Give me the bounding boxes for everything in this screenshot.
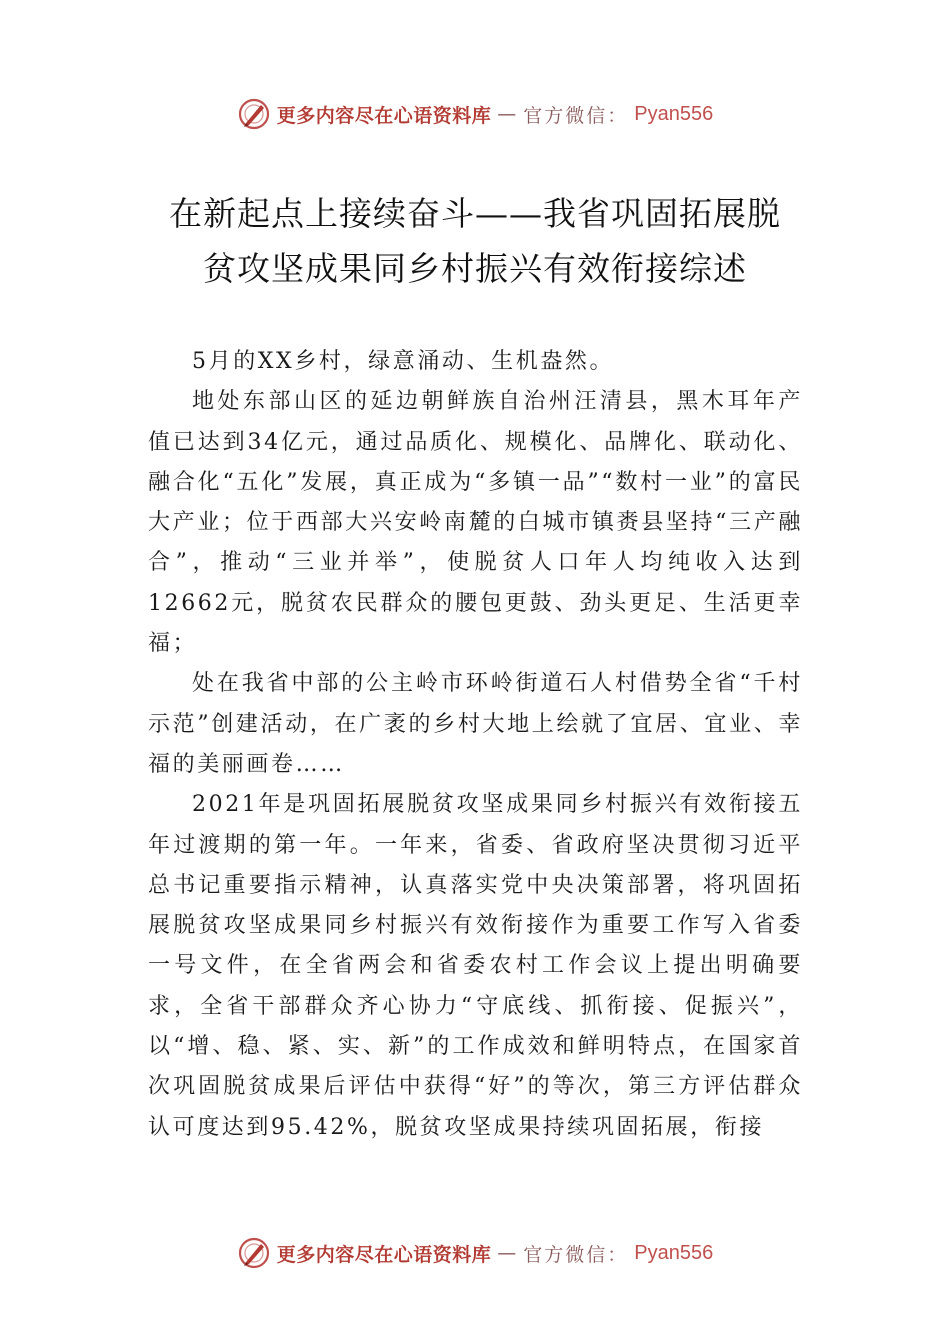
document-title xyxy=(100,186,850,296)
banner-wechat-label: 官方微信： xyxy=(523,104,629,127)
banner-wechat-id: Pyan556 xyxy=(634,1241,714,1264)
title-line-2: 贫攻坚成果同乡村振兴有效衔接综述 xyxy=(203,249,747,288)
pen-logo-icon xyxy=(237,1236,271,1270)
title-line-1: 在新起点上接续奋斗——我省巩固拓展脱 xyxy=(169,194,781,233)
paragraph-3: 处在我省中部的公主岭市环岭街道石人村借势全省“千村示范”创建活动，在广袤的乡村大地上绘就了宜居、宜业、幸福的美丽画卷…… xyxy=(148,671,803,777)
banner-site-name: 更多内容尽在心语资料库 xyxy=(276,1243,492,1266)
footer-banner xyxy=(0,1233,950,1273)
paragraph-4: 2021年是巩固拓展脱贫攻坚成果同乡村振兴有效衔接五年过渡期的第一年。一年来，省委、省政府坚决贯彻习近平总书记重要指示精神，认真落实党中央决策部署，将巩固拓展脱贫攻坚成果同乡村振兴有效衔接作为重要工作写入省委一号文件，在全省两会和省委农村工作会议上提出明确要求，全省干部群众齐心协力“守底线、抓衔接、促振兴”，以“增、稳、紧、实、新”的工作成效和鲜明特点，在国家首次巩固脱贫成果后评估中获得“好”的等次，第三方评估群众认可度达到95.42%，脱贫攻坚成果持续巩固拓展，衔接 xyxy=(148,792,803,1140)
banner-site-name: 更多内容尽在心语资料库 xyxy=(276,104,492,127)
paragraph-1: 5月的XX乡村，绿意涌动、生机盎然。 xyxy=(192,349,615,374)
banner-wechat-label: 官方微信： xyxy=(523,1243,629,1266)
document-body xyxy=(148,342,803,1148)
banner-separator: — xyxy=(497,1242,518,1264)
banner-wechat-id: Pyan556 xyxy=(634,102,714,125)
banner-separator: — xyxy=(497,103,518,125)
header-banner xyxy=(0,94,950,134)
paragraph-2: 地处东部山区的延边朝鲜族自治州汪清县，黑木耳年产值已达到34亿元，通过品质化、规模化、品牌化、联动化、融合化“五化”发展，真正成为“多镇一品”“数村一业”的富民大产业；位于西部大兴安岭南麓的白城市镇赉县坚持“三产融合”，推动“三业并举”，使脱贫人口年人均纯收入达到12662元，脱贫农民群众的腰包更鼓、劲头更足、生活更幸福； xyxy=(148,389,803,657)
pen-logo-icon xyxy=(237,97,271,131)
